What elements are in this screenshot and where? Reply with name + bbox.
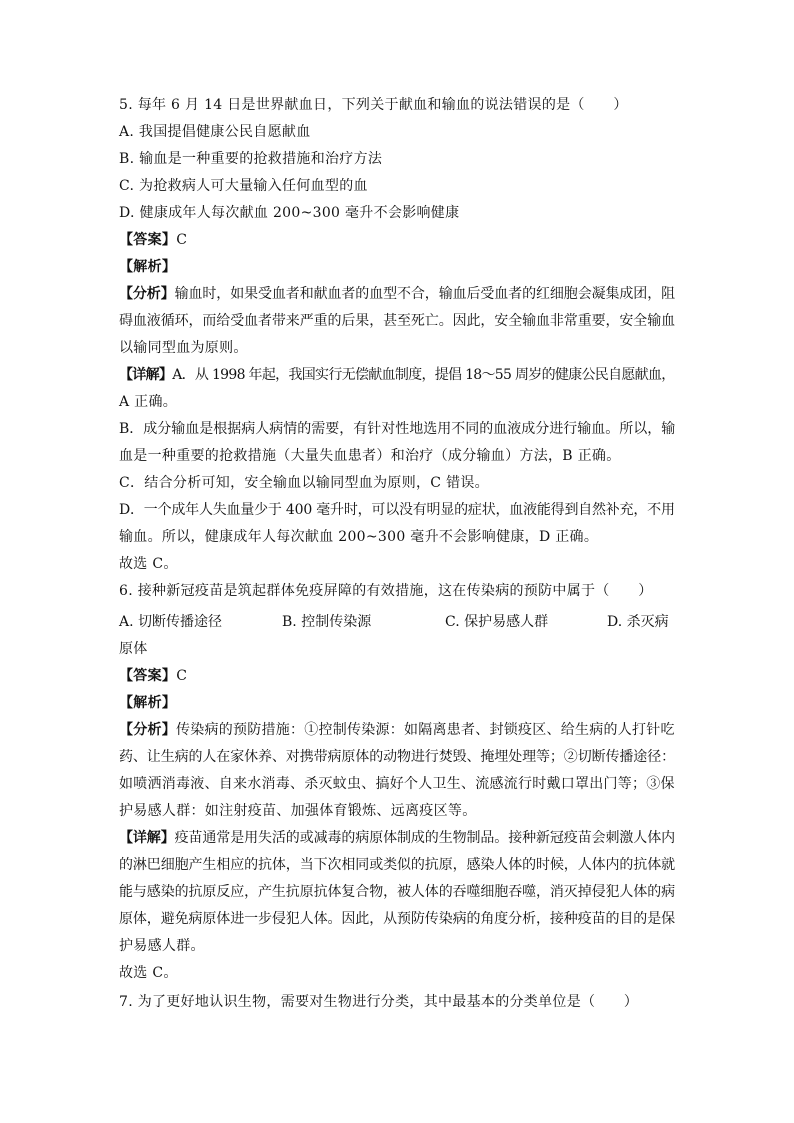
q6-conclusion: 故选 C。 — [119, 965, 178, 981]
q5-analysis-title: 【解析】 — [119, 259, 177, 275]
q6-xiangjie-line-1 — [119, 828, 675, 848]
answer-tag: 【答案】 — [119, 668, 177, 684]
q5-conclusion: 故选 C。 — [119, 556, 178, 572]
q6-stem: 6. 接种新冠疫苗是筑起群体免疫屏障的有效措施，这在传染病的预防中属于（ ） — [119, 583, 653, 599]
q5-fenxi-line-1 — [119, 284, 675, 304]
q6-fenxi-line-4: 护易感人群：如注射疫苗、加强体育锻炼、远离疫区等。 — [119, 803, 477, 819]
q6-fenxi-line-1 — [119, 720, 675, 740]
q6-option-d: D. 杀灭病 — [607, 614, 669, 630]
q5-option-b: B. 输血是一种重要的抢救措施和治疗方法 — [119, 151, 383, 167]
q6-option-c: C. 保护易感人群 — [445, 614, 549, 630]
xiangjie-tag: 【详解】 — [119, 367, 173, 383]
q5-option-a: A. 我国提倡健康公民自愿献血 — [119, 124, 311, 140]
xiangjie-text: A．从 1998 年起，我国实行无偿献血制度，提倡 18～55 周岁的健康公民自愿献血， — [172, 367, 675, 383]
q5-option-d: D. 健康成年人每次献血 200~300 毫升不会影响健康 — [119, 205, 460, 221]
q5-xiangjie-line-3: B．成分输血是根据病人病情的需要，有针对性地选用不同的血液成分进行输血。所以，输 — [119, 421, 676, 437]
answer-tag: 【答案】 — [119, 232, 177, 248]
q5-answer — [119, 230, 187, 250]
fenxi-text: 传染病的预防措施：①控制传染源：如隔离患者、封锁疫区、给生病的人打针吃 — [176, 722, 675, 738]
q6-option-d-wrap: 原体 — [119, 641, 148, 657]
q6-option-b: B. 控制传染源 — [282, 614, 372, 630]
q5-xiangjie-line-2: A 正确。 — [119, 394, 178, 410]
fenxi-text: 输血时，如果受血者和献血者的血型不合，输血后受血者的红细胞会凝集成团，阻 — [174, 286, 676, 302]
q6-xiangjie-line-4: 原体，避免病原体进一步侵犯人体。因此，从预防传染病的角度分析，接种疫苗的目的是保 — [119, 911, 675, 927]
q5-xiangjie-line-4: 血是一种重要的抢救措施（大量失血患者）和治疗（成分输血）方法，B 正确。 — [119, 448, 621, 464]
fenxi-tag: 【分析】 — [119, 722, 176, 738]
q6-fenxi-line-2: 药、让生病的人在家休养、对携带病原体的动物进行焚毁、掩埋处理等；②切断传播途径： — [119, 749, 675, 765]
xiangjie-tag: 【详解】 — [119, 830, 175, 846]
fenxi-tag: 【分析】 — [119, 286, 175, 302]
q6-option-a: A. 切断传播途径 — [119, 614, 223, 630]
q6-answer — [119, 666, 187, 686]
q6-analysis-title: 【解析】 — [119, 695, 177, 711]
q5-fenxi-line-3: 以输同型血为原则。 — [119, 340, 248, 356]
q5-xiangjie-line-5: C．结合分析可知，安全输血以输同型血为原则，C 错误。 — [119, 475, 489, 491]
xiangjie-text: 疫苗通常是用失活的或减毒的病原体制成的生物制品。接种新冠疫苗会刺激人体内 — [174, 830, 676, 846]
q6-xiangjie-line-5: 护易感人群。 — [119, 938, 205, 954]
q5-stem: 5. 每年 6 月 14 日是世界献血日，下列关于献血和输血的说法错误的是（ ） — [119, 97, 628, 113]
q5-xiangjie-line-7: 输血。所以，健康成年人每次献血 200~300 毫升不会影响健康，D 正确。 — [119, 529, 599, 545]
q6-xiangjie-line-3: 能与感染的抗原反应，产生抗原抗体复合物，被人体的吞噬细胞吞噬，消灭掉侵犯人体的病 — [119, 884, 675, 900]
q7-stem: 7. 为了更好地认识生物，需要对生物进行分类，其中最基本的分类单位是（ ） — [119, 994, 639, 1010]
q5-option-c: C. 为抢救病人可大量输入任何血型的血 — [119, 178, 368, 194]
q6-xiangjie-line-2: 的淋巴细胞产生相应的抗体，当下次相同或类似的抗原，感染人体的时候，人体内的抗体就 — [119, 857, 675, 873]
q5-fenxi-line-2: 碍血液循环，而给受血者带来严重的后果，甚至死亡。因此，安全输血非常重要，安全输血 — [119, 313, 675, 329]
answer-value: C — [176, 232, 188, 248]
q5-xiangjie-line-6: D．一个成年人失血量少于 400 毫升时，可以没有明显的症状，血液能得到自然补充，不用 — [119, 502, 675, 518]
q6-fenxi-line-3: 如喷洒消毒液、自来水消毒、杀灭蚊虫、搞好个人卫生、流感流行时戴口罩出门等；③保 — [119, 776, 675, 792]
answer-value: C — [176, 668, 188, 684]
q5-xiangjie-line-1 — [119, 365, 675, 385]
